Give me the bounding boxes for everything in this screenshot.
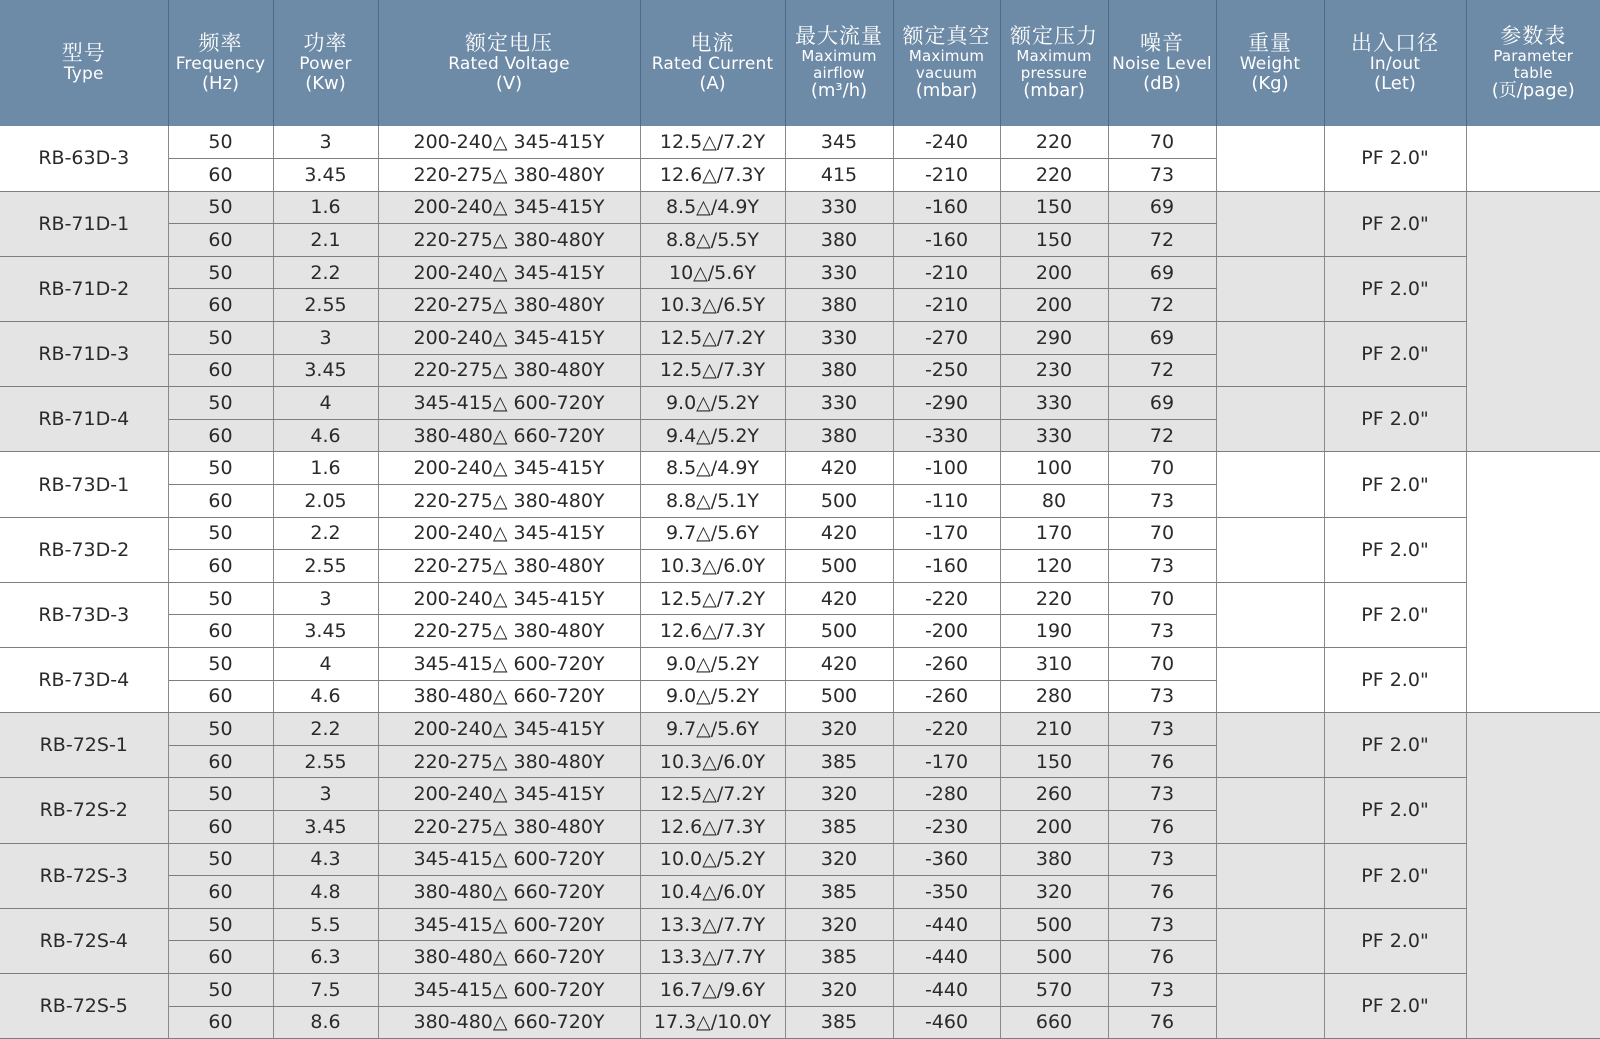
voltage-cell: 380-480△ 660-720Y bbox=[378, 680, 640, 713]
vacuum-cell: -160 bbox=[893, 550, 1000, 583]
parameter-page-cell bbox=[1466, 191, 1600, 452]
voltage-cell: 380-480△ 660-720Y bbox=[378, 876, 640, 909]
vacuum-cell: -270 bbox=[893, 322, 1000, 355]
table-row bbox=[0, 517, 1600, 550]
airflow-cell: 385 bbox=[785, 1006, 893, 1039]
airflow-cell: 500 bbox=[785, 550, 893, 583]
voltage-cell: 200-240△ 345-415Y bbox=[378, 582, 640, 615]
current-cell: 12.6△/7.3Y bbox=[640, 615, 785, 648]
power-cell: 3.45 bbox=[273, 615, 378, 648]
parameter-page-cell bbox=[1466, 126, 1600, 191]
noise-cell: 73 bbox=[1108, 908, 1216, 941]
power-cell: 1.6 bbox=[273, 452, 378, 485]
voltage-cell: 380-480△ 660-720Y bbox=[378, 419, 640, 452]
frequency-cell: 60 bbox=[168, 550, 273, 583]
model-type-cell: RB-71D-4 bbox=[0, 387, 168, 452]
voltage-cell: 345-415△ 600-720Y bbox=[378, 843, 640, 876]
noise-cell: 69 bbox=[1108, 322, 1216, 355]
frequency-cell: 50 bbox=[168, 387, 273, 420]
port-cell: PF 2.0" bbox=[1324, 973, 1466, 1038]
table-row bbox=[0, 843, 1600, 876]
weight-cell bbox=[1216, 191, 1324, 256]
noise-cell: 76 bbox=[1108, 745, 1216, 778]
current-cell: 12.5△/7.2Y bbox=[640, 582, 785, 615]
table-row bbox=[0, 713, 1600, 746]
current-cell: 12.5△/7.3Y bbox=[640, 354, 785, 387]
airflow-cell: 380 bbox=[785, 289, 893, 322]
table-row bbox=[0, 582, 1600, 615]
pressure-cell: 230 bbox=[1000, 354, 1108, 387]
noise-cell: 69 bbox=[1108, 387, 1216, 420]
noise-cell: 73 bbox=[1108, 615, 1216, 648]
power-cell: 4.6 bbox=[273, 680, 378, 713]
weight-cell bbox=[1216, 973, 1324, 1038]
weight-cell bbox=[1216, 648, 1324, 713]
port-cell: PF 2.0" bbox=[1324, 582, 1466, 647]
power-cell: 2.1 bbox=[273, 224, 378, 257]
vacuum-cell: -220 bbox=[893, 713, 1000, 746]
voltage-cell: 220-275△ 380-480Y bbox=[378, 224, 640, 257]
port-cell: PF 2.0" bbox=[1324, 191, 1466, 256]
model-type-cell: RB-72S-5 bbox=[0, 973, 168, 1038]
voltage-cell: 200-240△ 345-415Y bbox=[378, 778, 640, 811]
pressure-cell: 150 bbox=[1000, 745, 1108, 778]
frequency-cell: 60 bbox=[168, 1006, 273, 1039]
airflow-cell: 320 bbox=[785, 973, 893, 1006]
vacuum-cell: -230 bbox=[893, 810, 1000, 843]
model-type-cell: RB-72S-1 bbox=[0, 713, 168, 778]
model-type-cell: RB-73D-4 bbox=[0, 648, 168, 713]
weight-cell bbox=[1216, 517, 1324, 582]
vacuum-cell: -440 bbox=[893, 908, 1000, 941]
vacuum-cell: -210 bbox=[893, 256, 1000, 289]
table-row bbox=[0, 973, 1600, 1006]
pressure-cell: 330 bbox=[1000, 419, 1108, 452]
noise-cell: 73 bbox=[1108, 713, 1216, 746]
spec-body bbox=[0, 126, 1600, 1039]
power-cell: 3 bbox=[273, 322, 378, 355]
pressure-cell: 200 bbox=[1000, 256, 1108, 289]
power-cell: 4.6 bbox=[273, 419, 378, 452]
frequency-cell: 60 bbox=[168, 745, 273, 778]
frequency-cell: 60 bbox=[168, 354, 273, 387]
pressure-cell: 170 bbox=[1000, 517, 1108, 550]
power-cell: 3.45 bbox=[273, 159, 378, 192]
pressure-cell: 220 bbox=[1000, 582, 1108, 615]
header-current: 电流 Rated Current (A) bbox=[640, 0, 785, 126]
noise-cell: 73 bbox=[1108, 159, 1216, 192]
power-cell: 2.05 bbox=[273, 485, 378, 518]
pressure-cell: 500 bbox=[1000, 941, 1108, 974]
current-cell: 10.4△/6.0Y bbox=[640, 876, 785, 909]
weight-cell bbox=[1216, 582, 1324, 647]
pressure-cell: 220 bbox=[1000, 159, 1108, 192]
model-type-cell: RB-63D-3 bbox=[0, 126, 168, 191]
table-row bbox=[0, 191, 1600, 224]
pressure-cell: 320 bbox=[1000, 876, 1108, 909]
voltage-cell: 345-415△ 600-720Y bbox=[378, 648, 640, 681]
header-vacuum: 额定真空 Maximum vacuum (mbar) bbox=[893, 0, 1000, 126]
pressure-cell: 80 bbox=[1000, 485, 1108, 518]
noise-cell: 70 bbox=[1108, 126, 1216, 159]
current-cell: 8.5△/4.9Y bbox=[640, 452, 785, 485]
vacuum-cell: -160 bbox=[893, 224, 1000, 257]
weight-cell bbox=[1216, 452, 1324, 517]
airflow-cell: 500 bbox=[785, 680, 893, 713]
frequency-cell: 60 bbox=[168, 485, 273, 518]
port-cell: PF 2.0" bbox=[1324, 778, 1466, 843]
table-row bbox=[0, 256, 1600, 289]
power-cell: 8.6 bbox=[273, 1006, 378, 1039]
noise-cell: 73 bbox=[1108, 550, 1216, 583]
power-cell: 1.6 bbox=[273, 191, 378, 224]
power-cell: 4 bbox=[273, 648, 378, 681]
pressure-cell: 120 bbox=[1000, 550, 1108, 583]
weight-cell bbox=[1216, 908, 1324, 973]
table-row bbox=[0, 648, 1600, 681]
vacuum-cell: -350 bbox=[893, 876, 1000, 909]
pressure-cell: 500 bbox=[1000, 908, 1108, 941]
power-cell: 4.3 bbox=[273, 843, 378, 876]
frequency-cell: 60 bbox=[168, 419, 273, 452]
voltage-cell: 345-415△ 600-720Y bbox=[378, 908, 640, 941]
port-cell: PF 2.0" bbox=[1324, 126, 1466, 191]
frequency-cell: 50 bbox=[168, 908, 273, 941]
airflow-cell: 420 bbox=[785, 452, 893, 485]
noise-cell: 76 bbox=[1108, 941, 1216, 974]
frequency-cell: 60 bbox=[168, 876, 273, 909]
power-cell: 3 bbox=[273, 126, 378, 159]
noise-cell: 70 bbox=[1108, 648, 1216, 681]
weight-cell bbox=[1216, 713, 1324, 778]
voltage-cell: 200-240△ 345-415Y bbox=[378, 256, 640, 289]
pressure-cell: 330 bbox=[1000, 387, 1108, 420]
frequency-cell: 60 bbox=[168, 810, 273, 843]
pressure-cell: 150 bbox=[1000, 191, 1108, 224]
port-cell: PF 2.0" bbox=[1324, 256, 1466, 321]
header-type: 型号 Type bbox=[0, 0, 168, 126]
current-cell: 10△/5.6Y bbox=[640, 256, 785, 289]
pressure-cell: 570 bbox=[1000, 973, 1108, 1006]
voltage-cell: 220-275△ 380-480Y bbox=[378, 550, 640, 583]
voltage-cell: 200-240△ 345-415Y bbox=[378, 191, 640, 224]
pressure-cell: 200 bbox=[1000, 289, 1108, 322]
noise-cell: 72 bbox=[1108, 419, 1216, 452]
current-cell: 12.6△/7.3Y bbox=[640, 159, 785, 192]
current-cell: 13.3△/7.7Y bbox=[640, 908, 785, 941]
current-cell: 12.5△/7.2Y bbox=[640, 778, 785, 811]
vacuum-cell: -110 bbox=[893, 485, 1000, 518]
noise-cell: 76 bbox=[1108, 876, 1216, 909]
airflow-cell: 500 bbox=[785, 615, 893, 648]
model-type-cell: RB-73D-2 bbox=[0, 517, 168, 582]
port-cell: PF 2.0" bbox=[1324, 517, 1466, 582]
power-cell: 3.45 bbox=[273, 354, 378, 387]
power-cell: 2.55 bbox=[273, 550, 378, 583]
voltage-cell: 200-240△ 345-415Y bbox=[378, 126, 640, 159]
airflow-cell: 420 bbox=[785, 517, 893, 550]
frequency-cell: 60 bbox=[168, 289, 273, 322]
frequency-cell: 50 bbox=[168, 126, 273, 159]
current-cell: 16.7△/9.6Y bbox=[640, 973, 785, 1006]
noise-cell: 69 bbox=[1108, 256, 1216, 289]
vacuum-cell: -170 bbox=[893, 745, 1000, 778]
voltage-cell: 200-240△ 345-415Y bbox=[378, 713, 640, 746]
power-cell: 5.5 bbox=[273, 908, 378, 941]
power-cell: 2.2 bbox=[273, 517, 378, 550]
power-cell: 4.8 bbox=[273, 876, 378, 909]
airflow-cell: 385 bbox=[785, 810, 893, 843]
voltage-cell: 220-275△ 380-480Y bbox=[378, 745, 640, 778]
airflow-cell: 415 bbox=[785, 159, 893, 192]
power-cell: 4 bbox=[273, 387, 378, 420]
voltage-cell: 220-275△ 380-480Y bbox=[378, 810, 640, 843]
frequency-cell: 60 bbox=[168, 615, 273, 648]
voltage-cell: 345-415△ 600-720Y bbox=[378, 387, 640, 420]
header-noise: 噪音 Noise Level (dB) bbox=[1108, 0, 1216, 126]
current-cell: 8.8△/5.1Y bbox=[640, 485, 785, 518]
pressure-cell: 210 bbox=[1000, 713, 1108, 746]
vacuum-cell: -360 bbox=[893, 843, 1000, 876]
pressure-cell: 310 bbox=[1000, 648, 1108, 681]
vacuum-cell: -290 bbox=[893, 387, 1000, 420]
voltage-cell: 200-240△ 345-415Y bbox=[378, 452, 640, 485]
airflow-cell: 380 bbox=[785, 354, 893, 387]
weight-cell bbox=[1216, 387, 1324, 452]
frequency-cell: 50 bbox=[168, 778, 273, 811]
noise-cell: 73 bbox=[1108, 680, 1216, 713]
noise-cell: 73 bbox=[1108, 778, 1216, 811]
vacuum-cell: -260 bbox=[893, 648, 1000, 681]
port-cell: PF 2.0" bbox=[1324, 713, 1466, 778]
frequency-cell: 50 bbox=[168, 322, 273, 355]
airflow-cell: 320 bbox=[785, 908, 893, 941]
model-type-cell: RB-71D-2 bbox=[0, 256, 168, 321]
vacuum-cell: -250 bbox=[893, 354, 1000, 387]
pressure-cell: 290 bbox=[1000, 322, 1108, 355]
voltage-cell: 380-480△ 660-720Y bbox=[378, 941, 640, 974]
airflow-cell: 320 bbox=[785, 713, 893, 746]
voltage-cell: 200-240△ 345-415Y bbox=[378, 322, 640, 355]
airflow-cell: 320 bbox=[785, 843, 893, 876]
vacuum-cell: -170 bbox=[893, 517, 1000, 550]
voltage-cell: 200-240△ 345-415Y bbox=[378, 517, 640, 550]
noise-cell: 73 bbox=[1108, 843, 1216, 876]
current-cell: 17.3△/10.0Y bbox=[640, 1006, 785, 1039]
current-cell: 9.4△/5.2Y bbox=[640, 419, 785, 452]
frequency-cell: 50 bbox=[168, 973, 273, 1006]
frequency-cell: 50 bbox=[168, 648, 273, 681]
current-cell: 8.5△/4.9Y bbox=[640, 191, 785, 224]
vacuum-cell: -160 bbox=[893, 191, 1000, 224]
current-cell: 8.8△/5.5Y bbox=[640, 224, 785, 257]
table-row bbox=[0, 387, 1600, 420]
airflow-cell: 320 bbox=[785, 778, 893, 811]
voltage-cell: 220-275△ 380-480Y bbox=[378, 485, 640, 518]
noise-cell: 70 bbox=[1108, 582, 1216, 615]
vacuum-cell: -220 bbox=[893, 582, 1000, 615]
airflow-cell: 330 bbox=[785, 387, 893, 420]
pressure-cell: 280 bbox=[1000, 680, 1108, 713]
noise-cell: 70 bbox=[1108, 452, 1216, 485]
pressure-cell: 220 bbox=[1000, 126, 1108, 159]
airflow-cell: 385 bbox=[785, 745, 893, 778]
header-pressure: 额定压力 Maximum pressure (mbar) bbox=[1000, 0, 1108, 126]
header-weight: 重量 Weight (Kg) bbox=[1216, 0, 1324, 126]
airflow-cell: 500 bbox=[785, 485, 893, 518]
vacuum-cell: -330 bbox=[893, 419, 1000, 452]
voltage-cell: 220-275△ 380-480Y bbox=[378, 159, 640, 192]
current-cell: 9.0△/5.2Y bbox=[640, 680, 785, 713]
model-type-cell: RB-72S-2 bbox=[0, 778, 168, 843]
power-cell: 3.45 bbox=[273, 810, 378, 843]
noise-cell: 73 bbox=[1108, 973, 1216, 1006]
pressure-cell: 200 bbox=[1000, 810, 1108, 843]
frequency-cell: 50 bbox=[168, 843, 273, 876]
vacuum-cell: -200 bbox=[893, 615, 1000, 648]
table-row bbox=[0, 908, 1600, 941]
pressure-cell: 260 bbox=[1000, 778, 1108, 811]
vacuum-cell: -260 bbox=[893, 680, 1000, 713]
noise-cell: 69 bbox=[1108, 191, 1216, 224]
airflow-cell: 420 bbox=[785, 648, 893, 681]
airflow-cell: 345 bbox=[785, 126, 893, 159]
weight-cell bbox=[1216, 256, 1324, 321]
pressure-cell: 100 bbox=[1000, 452, 1108, 485]
airflow-cell: 385 bbox=[785, 941, 893, 974]
table-row bbox=[0, 452, 1600, 485]
table-row bbox=[0, 126, 1600, 159]
vacuum-cell: -280 bbox=[893, 778, 1000, 811]
model-type-cell: RB-71D-1 bbox=[0, 191, 168, 256]
power-cell: 7.5 bbox=[273, 973, 378, 1006]
noise-cell: 76 bbox=[1108, 1006, 1216, 1039]
airflow-cell: 385 bbox=[785, 876, 893, 909]
voltage-cell: 220-275△ 380-480Y bbox=[378, 354, 640, 387]
vacuum-cell: -240 bbox=[893, 126, 1000, 159]
current-cell: 12.5△/7.2Y bbox=[640, 322, 785, 355]
power-cell: 2.55 bbox=[273, 745, 378, 778]
pressure-cell: 660 bbox=[1000, 1006, 1108, 1039]
port-cell: PF 2.0" bbox=[1324, 908, 1466, 973]
noise-cell: 76 bbox=[1108, 810, 1216, 843]
power-cell: 3 bbox=[273, 582, 378, 615]
frequency-cell: 50 bbox=[168, 517, 273, 550]
weight-cell bbox=[1216, 322, 1324, 387]
current-cell: 12.5△/7.2Y bbox=[640, 126, 785, 159]
vacuum-cell: -210 bbox=[893, 289, 1000, 322]
voltage-cell: 345-415△ 600-720Y bbox=[378, 973, 640, 1006]
vacuum-cell: -100 bbox=[893, 452, 1000, 485]
airflow-cell: 380 bbox=[785, 419, 893, 452]
frequency-cell: 50 bbox=[168, 713, 273, 746]
header-frequency: 频率 Frequency (Hz) bbox=[168, 0, 273, 126]
table-row bbox=[0, 778, 1600, 811]
header-airflow: 最大流量 Maximum airflow (m³/h) bbox=[785, 0, 893, 126]
vacuum-cell: -440 bbox=[893, 941, 1000, 974]
frequency-cell: 50 bbox=[168, 452, 273, 485]
noise-cell: 73 bbox=[1108, 485, 1216, 518]
power-cell: 2.2 bbox=[273, 256, 378, 289]
model-type-cell: RB-71D-3 bbox=[0, 322, 168, 387]
frequency-cell: 60 bbox=[168, 680, 273, 713]
vacuum-cell: -460 bbox=[893, 1006, 1000, 1039]
port-cell: PF 2.0" bbox=[1324, 843, 1466, 908]
frequency-cell: 60 bbox=[168, 159, 273, 192]
voltage-cell: 220-275△ 380-480Y bbox=[378, 615, 640, 648]
port-cell: PF 2.0" bbox=[1324, 322, 1466, 387]
voltage-cell: 380-480△ 660-720Y bbox=[378, 1006, 640, 1039]
airflow-cell: 330 bbox=[785, 191, 893, 224]
header-param: 参数表 Parameter table (页/page) bbox=[1466, 0, 1600, 126]
pressure-cell: 150 bbox=[1000, 224, 1108, 257]
current-cell: 10.0△/5.2Y bbox=[640, 843, 785, 876]
port-cell: PF 2.0" bbox=[1324, 648, 1466, 713]
parameter-page-cell bbox=[1466, 452, 1600, 713]
weight-cell bbox=[1216, 778, 1324, 843]
frequency-cell: 60 bbox=[168, 224, 273, 257]
frequency-cell: 60 bbox=[168, 941, 273, 974]
noise-cell: 72 bbox=[1108, 224, 1216, 257]
table-row bbox=[0, 322, 1600, 355]
current-cell: 10.3△/6.0Y bbox=[640, 745, 785, 778]
frequency-cell: 50 bbox=[168, 256, 273, 289]
port-cell: PF 2.0" bbox=[1324, 387, 1466, 452]
weight-cell bbox=[1216, 843, 1324, 908]
current-cell: 12.6△/7.3Y bbox=[640, 810, 785, 843]
airflow-cell: 330 bbox=[785, 322, 893, 355]
power-cell: 3 bbox=[273, 778, 378, 811]
header-row bbox=[0, 0, 1600, 126]
header-port: 出入口径 In/out (Let) bbox=[1324, 0, 1466, 126]
pressure-cell: 190 bbox=[1000, 615, 1108, 648]
current-cell: 9.0△/5.2Y bbox=[640, 648, 785, 681]
airflow-cell: 420 bbox=[785, 582, 893, 615]
current-cell: 13.3△/7.7Y bbox=[640, 941, 785, 974]
model-type-cell: RB-73D-3 bbox=[0, 582, 168, 647]
current-cell: 9.0△/5.2Y bbox=[640, 387, 785, 420]
noise-cell: 72 bbox=[1108, 354, 1216, 387]
noise-cell: 70 bbox=[1108, 517, 1216, 550]
weight-cell bbox=[1216, 126, 1324, 191]
noise-cell: 72 bbox=[1108, 289, 1216, 322]
current-cell: 10.3△/6.5Y bbox=[640, 289, 785, 322]
parameter-page-cell bbox=[1466, 713, 1600, 1039]
power-cell: 6.3 bbox=[273, 941, 378, 974]
frequency-cell: 50 bbox=[168, 191, 273, 224]
model-type-cell: RB-73D-1 bbox=[0, 452, 168, 517]
model-type-cell: RB-72S-4 bbox=[0, 908, 168, 973]
voltage-cell: 220-275△ 380-480Y bbox=[378, 289, 640, 322]
model-type-cell: RB-72S-3 bbox=[0, 843, 168, 908]
frequency-cell: 50 bbox=[168, 582, 273, 615]
header-power: 功率 Power (Kw) bbox=[273, 0, 378, 126]
header-voltage: 额定电压 Rated Voltage (V) bbox=[378, 0, 640, 126]
airflow-cell: 380 bbox=[785, 224, 893, 257]
airflow-cell: 330 bbox=[785, 256, 893, 289]
current-cell: 9.7△/5.6Y bbox=[640, 517, 785, 550]
power-cell: 2.55 bbox=[273, 289, 378, 322]
pressure-cell: 380 bbox=[1000, 843, 1108, 876]
current-cell: 10.3△/6.0Y bbox=[640, 550, 785, 583]
current-cell: 9.7△/5.6Y bbox=[640, 713, 785, 746]
vacuum-cell: -440 bbox=[893, 973, 1000, 1006]
vacuum-cell: -210 bbox=[893, 159, 1000, 192]
port-cell: PF 2.0" bbox=[1324, 452, 1466, 517]
power-cell: 2.2 bbox=[273, 713, 378, 746]
